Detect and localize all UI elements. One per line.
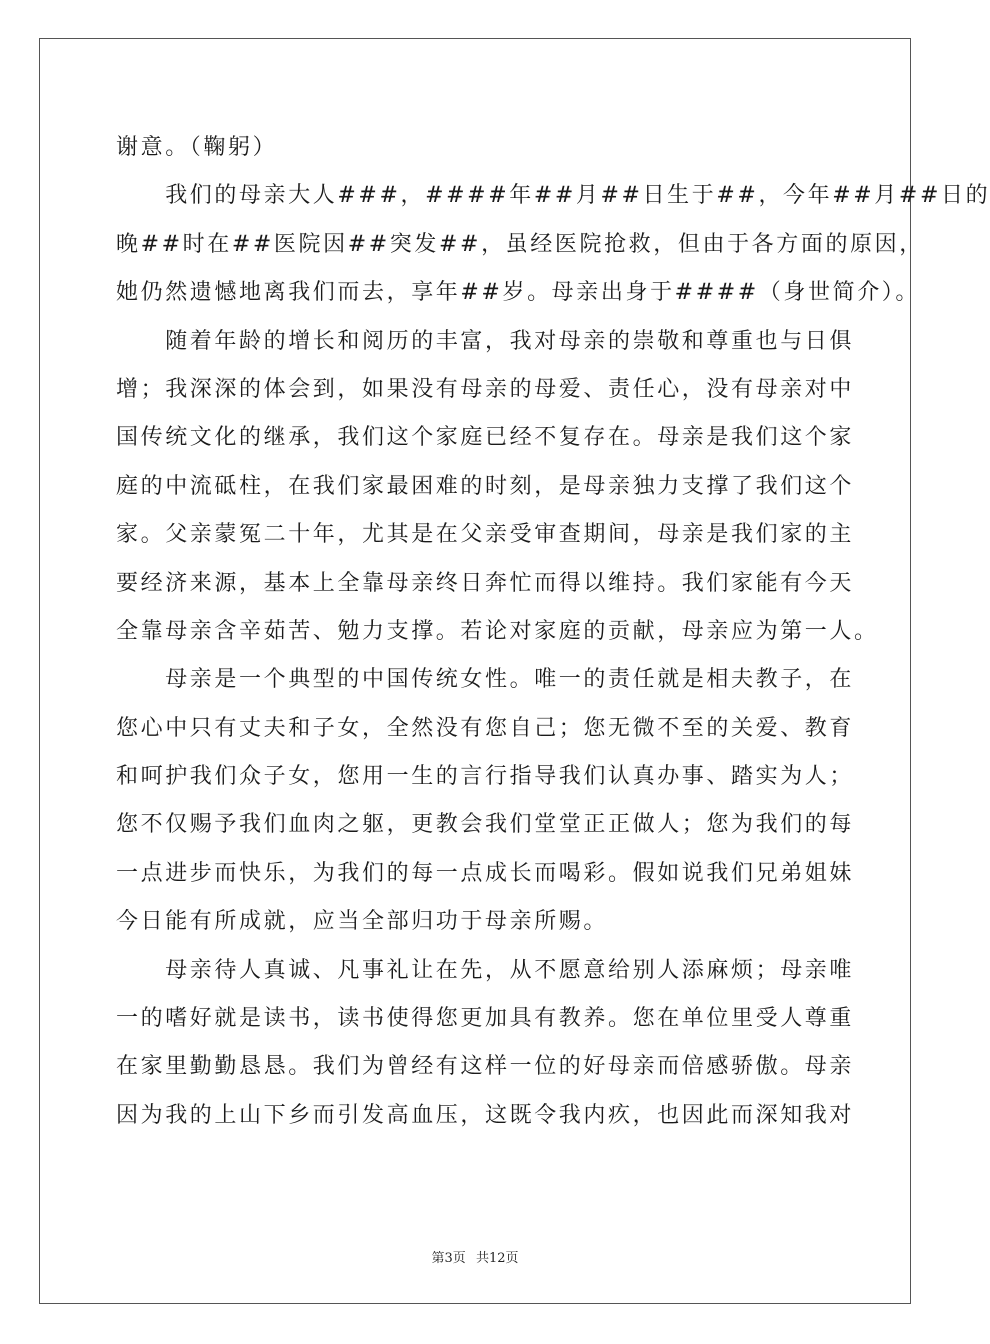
text-line: 庭的中流砥柱，在我们家最困难的时刻，是母亲独力支撑了我们这个 — [116, 473, 855, 499]
text-line: 一的嗜好就是读书，读书使得您更加具有教养。您在单位里受人尊重 — [116, 1006, 855, 1032]
text-line: 家。父亲蒙冤二十年，尤其是在父亲受审查期间，母亲是我们家的主 — [116, 522, 855, 548]
page-footer — [0, 1247, 950, 1266]
text-line: 母亲待人真诚、凡事礼让在先，从不愿意给别人添麻烦；母亲唯 — [116, 957, 855, 983]
text-line: 她仍然遗憾地离我们而去，享年##岁。母亲出身于####（身世简介）。 — [116, 280, 921, 306]
text-line: 我们的母亲大人###，####年##月##日生于##，今年##月##日的 — [116, 183, 990, 209]
text-line: 您不仅赐予我们血肉之躯，更教会我们堂堂正正做人；您为我们的每 — [116, 812, 855, 838]
page-total: 共12页 — [475, 1251, 519, 1266]
text-line: 今日能有所成就，应当全部归功于母亲所赐。 — [116, 909, 609, 935]
text-line: 您心中只有丈夫和子女，全然没有您自己；您无微不至的关爱、教育 — [116, 715, 855, 741]
text-line: 要经济来源，基本上全靠母亲终日奔忙而得以维持。我们家能有今天 — [116, 570, 855, 596]
text-line: 母亲是一个典型的中国传统女性。唯一的责任就是相夫教子，在 — [116, 667, 855, 693]
text-line: 因为我的上山下乡而引发高血压，这既令我内疚，也因此而深知我对 — [116, 1102, 855, 1128]
text-line: 国传统文化的继承，我们这个家庭已经不复存在。母亲是我们这个家 — [116, 425, 855, 451]
text-line: 增；我深深的体会到，如果没有母亲的母爱、责任心，没有母亲对中 — [116, 376, 855, 402]
text-line: 在家里勤勤恳恳。我们为曾经有这样一位的好母亲而倍感骄傲。母亲 — [116, 1054, 855, 1080]
text-line: 和呵护我们众子女，您用一生的言行指导我们认真办事、踏实为人； — [116, 764, 855, 790]
text-line: 晚##时在##医院因##突发##，虽经医院抢救，但由于各方面的原因， — [116, 231, 924, 257]
text-line: 全靠母亲含辛茹苦、勉力支撑。若论对家庭的贡献，母亲应为第一人。 — [116, 618, 879, 644]
text-line: 随着年龄的增长和阅历的丰富，我对母亲的崇敬和尊重也与日俱 — [116, 328, 855, 354]
text-line: 谢意。（鞠躬） — [116, 135, 278, 160]
text-line: 一点进步而快乐，为我们的每一点成长而喝彩。假如说我们兄弟姐妹 — [116, 860, 855, 886]
document-body — [116, 124, 990, 1140]
page-number: 第3页 — [431, 1251, 466, 1266]
